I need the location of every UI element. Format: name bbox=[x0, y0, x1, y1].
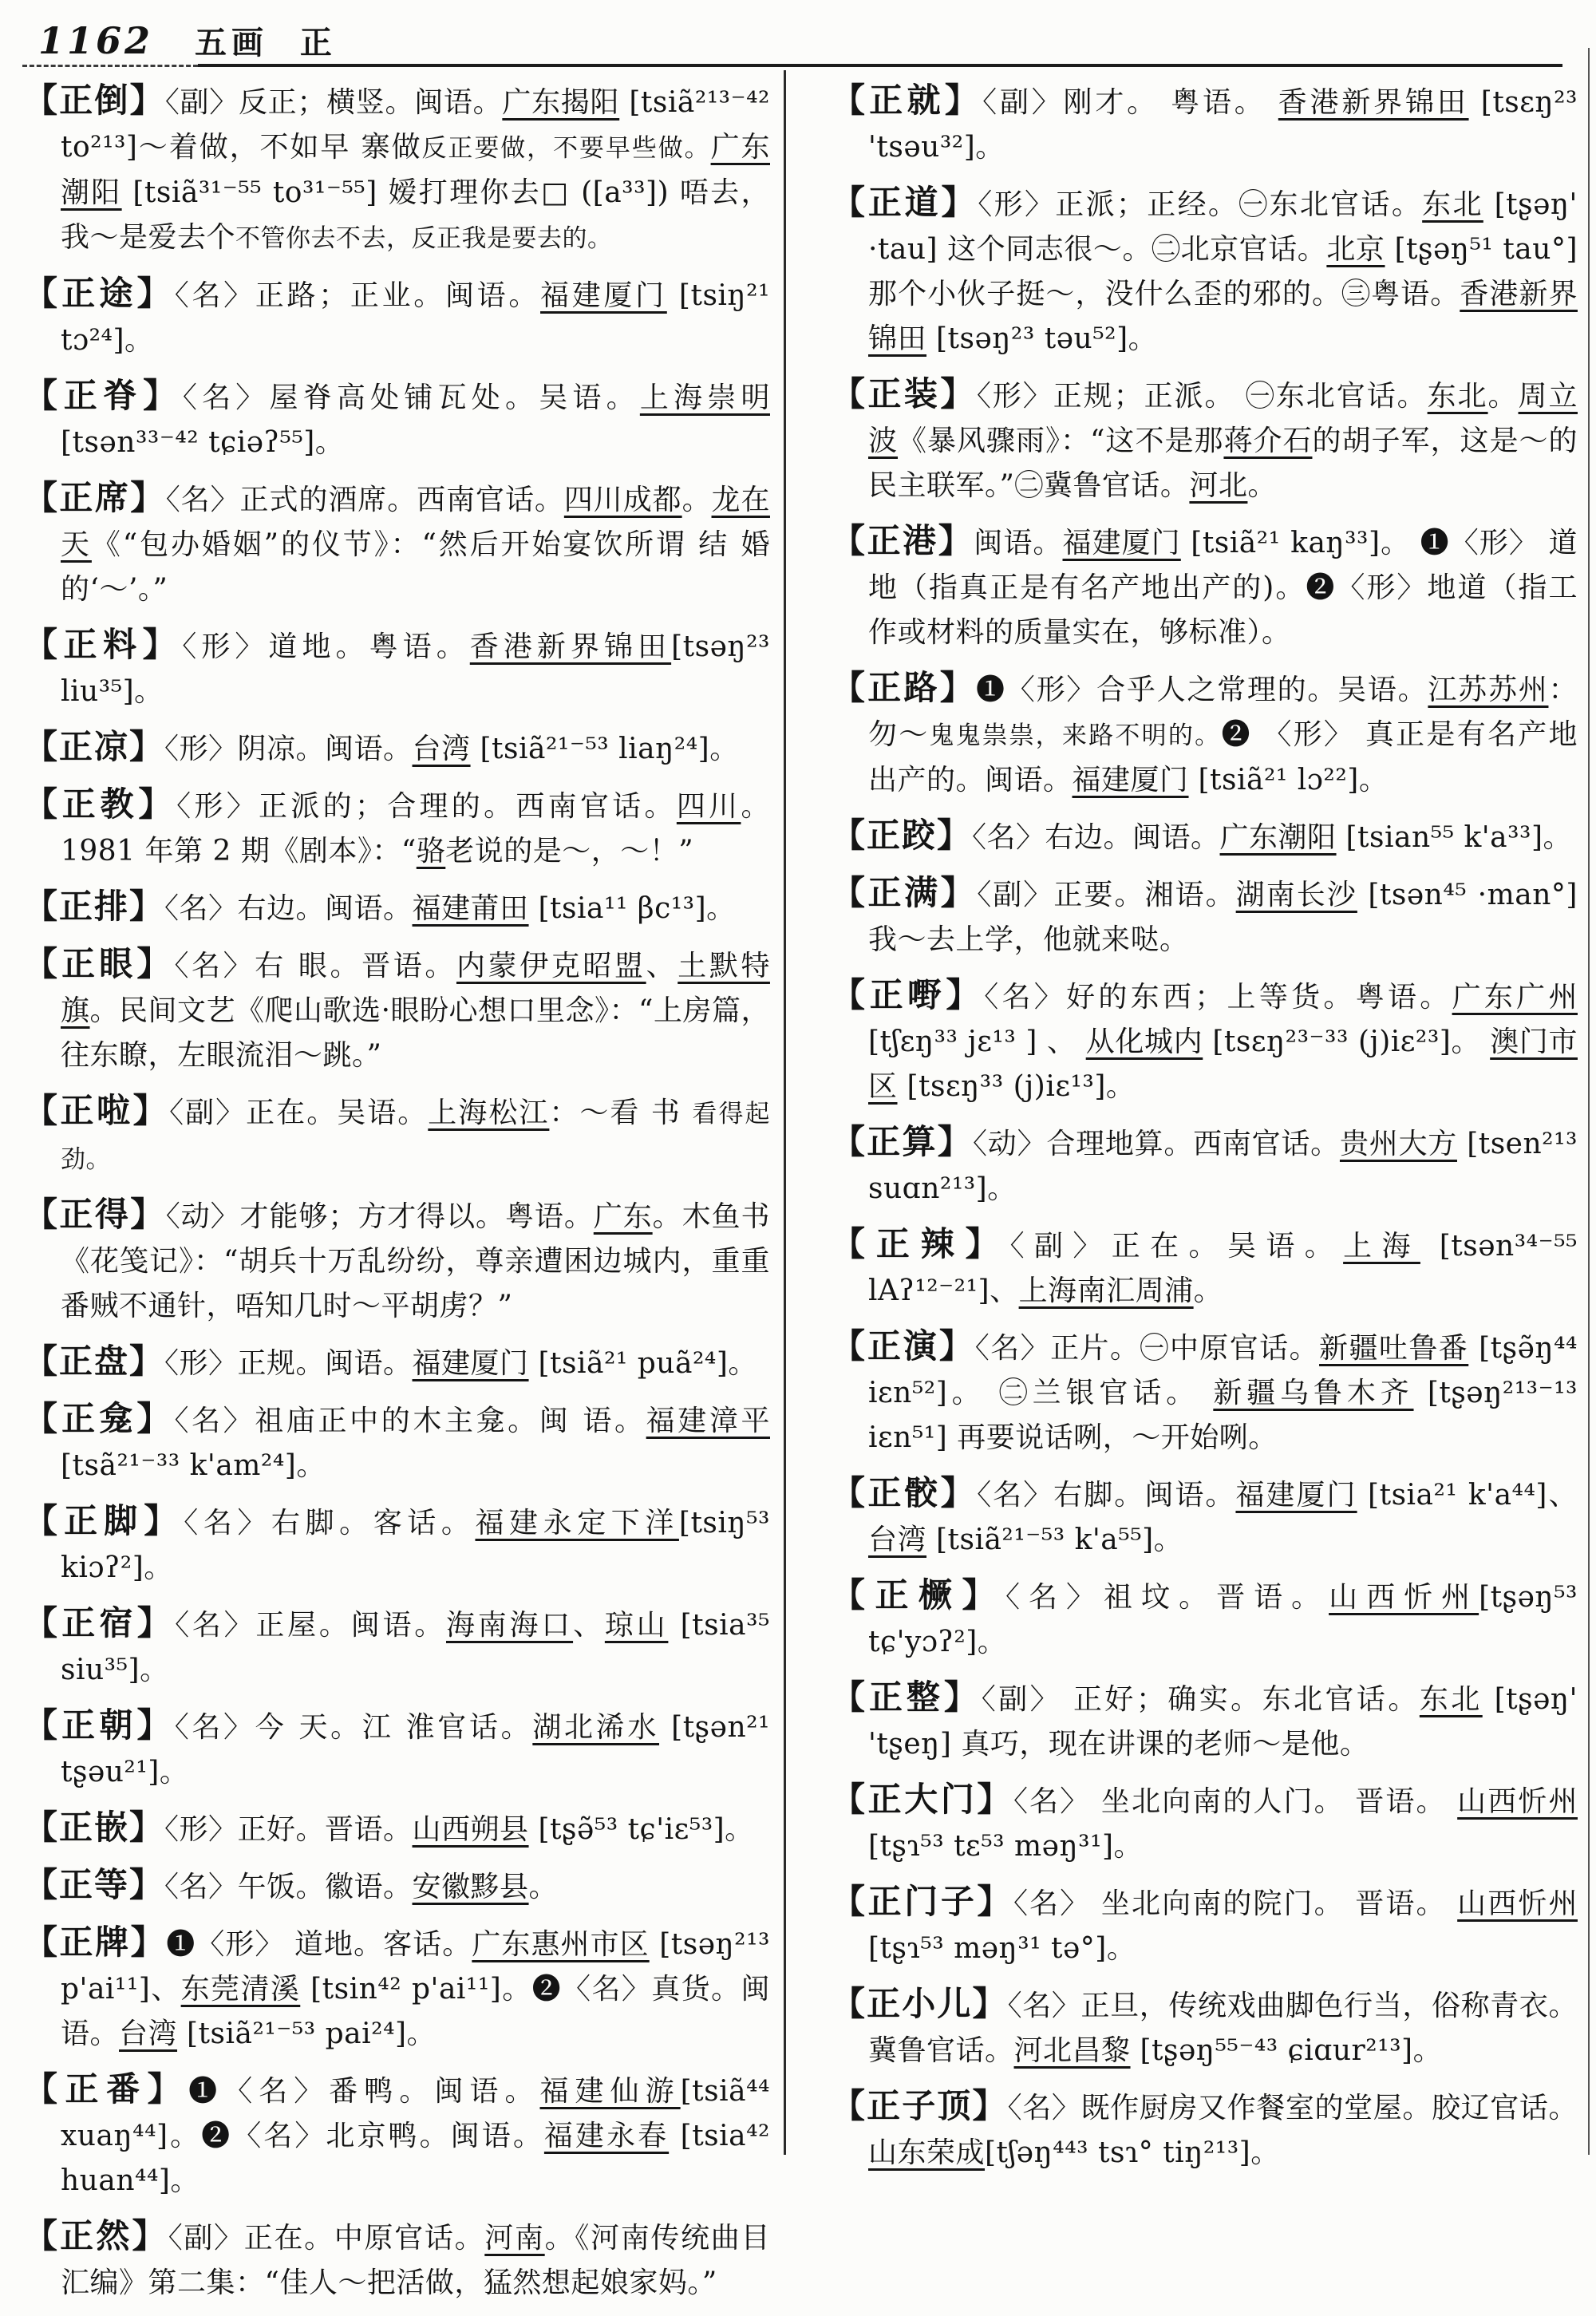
page-number: 1162 bbox=[38, 19, 154, 62]
section-title bbox=[195, 24, 337, 61]
definition-text: 〈形〉正派；正经。㊀东北官话。 bbox=[978, 188, 1423, 221]
definition-text: 〈形〉道地。粤语。 bbox=[182, 630, 470, 663]
definition-text: [tsiã²¹⁻⁵³ pai²⁴]。 bbox=[177, 2018, 437, 2050]
proper-noun: 福建永定下洋 bbox=[475, 1507, 679, 1539]
dictionary-entry-正排 bbox=[24, 884, 770, 931]
headword: 【正装】 bbox=[832, 374, 977, 413]
dictionary-entry-正凉 bbox=[24, 725, 770, 772]
definition-text: 。 bbox=[1193, 1275, 1223, 1307]
proper-noun: 广东揭阳 bbox=[502, 86, 620, 119]
headword: 【正凉】 bbox=[24, 727, 165, 766]
dictionary-entry-正朝 bbox=[24, 1703, 770, 1795]
definition-text: [tʂəŋ²¹³⁻¹³ iɛn⁵¹] 再要说话咧，～开始咧。 bbox=[868, 1377, 1578, 1454]
proper-noun: 湖南长沙 bbox=[1235, 879, 1357, 911]
definition-text: 。《河南传统曲目汇编》第二集：“佳人～把活做，猛然想起娘家妈。” bbox=[61, 2222, 770, 2299]
dictionary-entry-正宿 bbox=[24, 1601, 770, 1693]
dictionary-entry-正啦 bbox=[24, 1089, 770, 1182]
proper-noun: 澳门市区 bbox=[868, 1026, 1578, 1103]
proper-noun: 河北 bbox=[1189, 469, 1248, 502]
headword: 【正番】 bbox=[24, 2069, 189, 2109]
dictionary-entry-正子顶 bbox=[832, 2084, 1578, 2176]
dictionary-entry-正大门 bbox=[832, 1777, 1578, 1869]
headword: 【正港】 bbox=[832, 521, 974, 560]
definition-text: 〈名〉今 天。江 淮官话。 bbox=[174, 1711, 533, 1744]
dictionary-entry-正番 bbox=[24, 2067, 770, 2203]
proper-noun: 东北 bbox=[1419, 1683, 1483, 1716]
definition-text: 〈名〉右脚。客话。 bbox=[184, 1507, 476, 1539]
definition-text: ：勿～ bbox=[868, 674, 1578, 751]
definition-text: [tsen²¹³ suɑn²¹³]。 bbox=[868, 1128, 1578, 1205]
definition-text: ❶〈形〉 道地。客话。 bbox=[166, 1928, 472, 1961]
definition-text: 〈名〉好的东西；上等货。粤语。 bbox=[984, 981, 1452, 1014]
definition-text: [tʃəŋ⁴⁴³ tsɿ° tiŋ²¹³]。 bbox=[985, 2136, 1280, 2169]
right-column bbox=[832, 78, 1578, 2186]
headword: 【正嵌】 bbox=[24, 1808, 165, 1847]
definition-text: 〈形〉正派的；合理的。西南官话。 bbox=[176, 790, 677, 823]
definition-text: [tʂəŋ⁵³ tɕ'yɔʔ²]。 bbox=[868, 1581, 1578, 1658]
proper-noun: 东莞清溪 bbox=[180, 1973, 301, 2006]
definition-text: 〈名〉祖坟。晋语。 bbox=[1005, 1581, 1329, 1614]
definition-text: 、 bbox=[573, 1609, 605, 1642]
definition-text: 老说的是～，～！” bbox=[445, 835, 694, 868]
definition-text: 。 bbox=[1247, 469, 1277, 502]
proper-noun: 香港新界锦田 bbox=[868, 278, 1578, 355]
proper-noun: 山西忻州 bbox=[1457, 1887, 1578, 1920]
definition-text: [tsã²¹⁻³³ k'am²⁴]。 bbox=[61, 1449, 326, 1482]
definition-text: [tsəŋ²³ liu³⁵]。 bbox=[61, 630, 770, 708]
dictionary-entry-正辣 bbox=[832, 1222, 1578, 1314]
example-gloss: 看得起劲。 bbox=[61, 1100, 770, 1174]
headword: 【正嘢】 bbox=[832, 975, 985, 1014]
proper-noun: 广东潮阳 bbox=[1219, 821, 1337, 854]
proper-noun: 广东潮阳 bbox=[61, 131, 770, 209]
definition-text: 。 bbox=[528, 1871, 559, 1903]
proper-noun: 周立波 bbox=[868, 380, 1578, 457]
definition-text: [tsiã⁴⁴ xuaŋ⁴⁴]。❷〈名〉北京鸭。闽语。 bbox=[61, 2075, 770, 2152]
definition-text: [tsɛŋ³³ (j)iɛ¹³]。 bbox=[897, 1070, 1136, 1103]
proper-noun: 北京 bbox=[1326, 233, 1385, 266]
proper-noun: 福建厦门 bbox=[1062, 527, 1181, 559]
proper-noun: 湖北浠水 bbox=[532, 1711, 660, 1744]
definition-text: [tsiã²¹³⁻⁴² to²¹³]～着做，不如早 寨做 bbox=[61, 86, 770, 164]
dictionary-entry-正席 bbox=[24, 476, 770, 612]
definition-text: [tsiŋ²¹ tɔ²⁴]。 bbox=[61, 279, 770, 357]
headword: 【正盘】 bbox=[24, 1342, 165, 1381]
definition-text: [tsiã²¹⁻⁵³ liaŋ²⁴]。 bbox=[470, 733, 739, 765]
proper-noun: 上海 bbox=[1343, 1230, 1420, 1263]
proper-noun: 海南海口 bbox=[446, 1609, 574, 1642]
proper-noun: 福建莆田 bbox=[412, 892, 529, 925]
definition-text: 〈名〉既作厨房又作餐室的堂屋。胶辽官话。 bbox=[1007, 2092, 1578, 2124]
headword: 【正教】 bbox=[24, 785, 177, 824]
definition-text: [tsiã²¹ lɔ²²]。 bbox=[1188, 764, 1389, 796]
dictionary-entry-正满 bbox=[832, 871, 1578, 962]
proper-noun: 四川 bbox=[676, 790, 741, 823]
proper-noun: 东北 bbox=[1427, 380, 1488, 413]
definition-text: 〈副〉 正好；确实。东北官话。 bbox=[981, 1683, 1420, 1716]
proper-noun: 福建仙游 bbox=[539, 2075, 681, 2108]
radical-char: 正 bbox=[299, 24, 337, 61]
dictionary-entry-正路 bbox=[832, 666, 1578, 803]
left-column bbox=[24, 78, 770, 2316]
definition-text: [tʂəŋ⁵¹ tau°] 那个小伙子挺～，没什么歪的邪的。㊂粤语。 bbox=[868, 233, 1578, 310]
headword: 【正途】 bbox=[24, 274, 175, 313]
dictionary-entry-正小儿 bbox=[832, 1982, 1578, 2073]
definition-text: [tsiã³¹⁻⁵⁵ to³¹⁻⁵⁵] 嫒打理你去□ ([a³³]) 唔去，我～是爱去个 bbox=[61, 176, 770, 254]
dictionary-entry-正就 bbox=[832, 78, 1578, 170]
definition-text: [tsiã²¹ puã²⁴]。 bbox=[528, 1347, 757, 1380]
proper-noun: 上海南汇周浦 bbox=[1018, 1275, 1194, 1307]
proper-noun: 山西朔县 bbox=[412, 1813, 529, 1846]
headword: 【正等】 bbox=[24, 1865, 165, 1904]
proper-noun: 山西忻州 bbox=[1457, 1785, 1578, 1818]
example-gloss: 反正要做，不要早些做。 bbox=[421, 134, 711, 163]
definition-text: [tʂəŋ' ·tau] 这个同志很～。㊁北京官话。 bbox=[868, 188, 1578, 266]
definition-text: [tsian⁵⁵ k'a³³]。 bbox=[1336, 821, 1573, 854]
definition-text: 〈名〉右 眼。晋语。 bbox=[174, 950, 456, 982]
page-header bbox=[38, 18, 337, 63]
definition-text: [tsiã²¹⁻⁵³ k'a⁵⁵]。 bbox=[926, 1524, 1183, 1556]
proper-noun: 新疆乌鲁木齐 bbox=[1213, 1377, 1414, 1409]
definition-text: [tʂəŋ' 'tʂeŋ] 真巧，现在讲课的老师～是他。 bbox=[868, 1683, 1578, 1761]
headword: 【正橛】 bbox=[832, 1575, 1006, 1614]
headword: 【正门子】 bbox=[832, 1882, 1014, 1921]
definition-text: 〈名〉 坐北向南的院门。 晋语。 bbox=[1013, 1887, 1458, 1920]
definition-text: 。木鱼书《花笺记》：“胡兵十万乱纷纷，尊亲遭困边城内，重重番贼不通针，唔知几时～平胡虏？” bbox=[61, 1200, 770, 1322]
dictionary-entry-正装 bbox=[832, 372, 1578, 508]
definition-text: [tsən³³⁻⁴² tɕiəʔ⁵⁵]。 bbox=[61, 426, 345, 459]
proper-noun: 香港新界锦田 bbox=[1278, 86, 1469, 119]
definition-text: [tsia³⁵ siu³⁵]。 bbox=[61, 1609, 770, 1686]
definition-text: 。1981 年第 2 期《剧本》：“ bbox=[61, 790, 770, 868]
proper-noun: 福建永春 bbox=[543, 2120, 670, 2152]
definition-text: 闽语。 bbox=[974, 527, 1063, 559]
proper-noun: 琼山 bbox=[604, 1609, 669, 1642]
headword: 【正龛】 bbox=[24, 1399, 175, 1438]
dictionary-entry-正等 bbox=[24, 1863, 770, 1910]
proper-noun: 贵州大方 bbox=[1339, 1128, 1457, 1160]
definition-text: [tsəŋ²¹³ p'ai¹¹]、 bbox=[61, 1928, 770, 2006]
headword: 【正宿】 bbox=[24, 1603, 176, 1642]
definition-text: 〈形〉阴凉。闽语。 bbox=[164, 733, 413, 765]
dictionary-entry-正演 bbox=[832, 1324, 1578, 1460]
headword: 【正然】 bbox=[24, 2216, 168, 2255]
dictionary-entry-正然 bbox=[24, 2214, 770, 2306]
definition-text: 《“包办婚姻”的仪节》：“然后开始宴饮所谓 结 婚 的‘～’。” bbox=[61, 528, 770, 606]
proper-noun: 上海崇明 bbox=[639, 381, 770, 414]
proper-noun: 福建漳平 bbox=[646, 1405, 770, 1437]
headword: 【正满】 bbox=[832, 873, 978, 912]
headword: 【正牌】 bbox=[24, 1923, 167, 1962]
headword: 【正子顶】 bbox=[832, 2086, 1008, 2125]
dictionary-entry-正料 bbox=[24, 622, 770, 714]
proper-noun: 江苏苏州 bbox=[1428, 674, 1549, 706]
headword: 【正算】 bbox=[832, 1122, 974, 1161]
headword: 【正啦】 bbox=[24, 1091, 170, 1130]
dictionary-entry-正脊 bbox=[24, 373, 770, 465]
definition-text: ❶〈形〉合乎人之常理的。吴语。 bbox=[976, 674, 1428, 706]
dictionary-entry-正橛 bbox=[832, 1573, 1578, 1665]
proper-noun: 东北 bbox=[1422, 188, 1483, 221]
example-gloss: 不管你去不去，反正我是要去的。 bbox=[235, 224, 613, 253]
proper-noun: 四川成都 bbox=[563, 484, 682, 516]
headword: 【正得】 bbox=[24, 1195, 166, 1234]
headword: 【正排】 bbox=[24, 887, 165, 926]
headword: 【正朝】 bbox=[24, 1705, 175, 1745]
headword: 【正席】 bbox=[24, 478, 166, 517]
example-gloss: 鬼鬼祟祟，来路不明的。 bbox=[929, 721, 1222, 750]
proper-noun: 广东 bbox=[593, 1200, 653, 1233]
definition-text: 的胡子军，这是～的民主联军。”㊁冀鲁官话。 bbox=[868, 425, 1578, 502]
definition-text: [tsiã²¹ kaŋ³³]。 ❶〈形〉 道地（指真正是有名产地出产的)。❷〈形〉地道（指工作或材料的质量实在，够标准）。 bbox=[868, 527, 1578, 649]
headword: 【正骹】 bbox=[832, 1473, 978, 1512]
definition-text: [tʂɿ⁵³ məŋ³¹ tə°]。 bbox=[868, 1932, 1136, 1965]
definition-text: [tsɛŋ²³⁻³³ (j)iɛ²³]。 bbox=[1203, 1026, 1491, 1058]
definition-text: 〈形〉正好。晋语。 bbox=[164, 1813, 413, 1846]
headword: 【正倒】 bbox=[24, 81, 165, 120]
definition-text: [tsən⁴⁵ ·man°] 我～去上学，他就来哒。 bbox=[868, 879, 1578, 956]
proper-noun: 龙在天 bbox=[61, 484, 770, 561]
definition-text: [tsia⁴² huan⁴⁴]。 bbox=[61, 2120, 770, 2197]
proper-noun: 安徽黟县 bbox=[412, 1871, 529, 1903]
headword: 【正整】 bbox=[832, 1678, 982, 1717]
definition-text: 〈形〉正规；正派。 ㊀东北官话。 bbox=[976, 380, 1428, 413]
definition-text: ❷ 〈形〉 真正是有名产地 出产的。闽语。 bbox=[868, 718, 1578, 796]
proper-noun: 河南 bbox=[484, 2222, 545, 2255]
proper-noun: 台湾 bbox=[868, 1524, 927, 1556]
dictionary-entry-正跤 bbox=[832, 813, 1578, 860]
definition-text: 〈名〉正路；正业。闽语。 bbox=[174, 279, 541, 312]
dictionary-entry-正港 bbox=[832, 519, 1578, 655]
definition-text: 〈名〉正式的酒席。西南官话。 bbox=[165, 484, 564, 516]
definition-text: 〈名〉右脚。闽语。 bbox=[977, 1479, 1236, 1512]
definition-text: 〈副〉正要。湘语。 bbox=[977, 879, 1236, 911]
definition-text: 〈副〉正在。吴语。 bbox=[169, 1097, 429, 1129]
definition-text: 、 bbox=[646, 950, 678, 982]
definition-text: 〈名〉正片。㊀中原官话。 bbox=[974, 1332, 1320, 1365]
dictionary-entry-正道 bbox=[832, 180, 1578, 362]
dictionary-entry-正算 bbox=[832, 1120, 1578, 1211]
dictionary-entry-正整 bbox=[832, 1675, 1578, 1767]
proper-noun: 上海松江 bbox=[428, 1097, 550, 1129]
dictionary-entry-正眼 bbox=[24, 942, 770, 1078]
dictionary-entry-正盘 bbox=[24, 1339, 770, 1386]
proper-noun: 广东广州 bbox=[1452, 981, 1578, 1014]
headword: 【正路】 bbox=[832, 668, 977, 707]
header-rule bbox=[22, 64, 1562, 67]
definition-text: [tsɛŋ²³ 'tsəu³²]。 bbox=[868, 86, 1578, 164]
definition-text: 〈动〉合理地算。西南官话。 bbox=[973, 1128, 1340, 1160]
proper-noun: 福建厦门 bbox=[412, 1347, 529, 1380]
definition-text: 〈副〉正在。吴语。 bbox=[1009, 1230, 1344, 1263]
definition-text: ❶〈名〉番鸭。闽语。 bbox=[188, 2075, 540, 2108]
definition-text: 〈名〉正屋。闽语。 bbox=[175, 1609, 446, 1642]
dictionary-entry-正得 bbox=[24, 1192, 770, 1329]
headword: 【正演】 bbox=[832, 1326, 975, 1365]
dictionary-entry-正倒 bbox=[24, 78, 770, 261]
headword: 【正道】 bbox=[832, 183, 978, 222]
definition-text: 。 bbox=[1487, 380, 1519, 413]
definition-text: 《暴风骤雨》：“这不是那 bbox=[898, 425, 1224, 457]
definition-text: [tʂə̃ŋ⁴⁴ iɛn⁵²]。 ㊁兰银官话。 bbox=[868, 1332, 1578, 1409]
definition-text: [tsin⁴² p'ai¹¹]。❷〈名〉真货。闽语。 bbox=[61, 1973, 770, 2050]
headword: 【正跤】 bbox=[832, 816, 973, 855]
definition-text: 〈名〉午饭。徽语。 bbox=[164, 1871, 413, 1903]
definition-text: [tʂən²¹ tʂəu²¹]。 bbox=[61, 1711, 770, 1788]
proper-noun: 土默特旗 bbox=[61, 950, 770, 1027]
headword: 【正眼】 bbox=[24, 944, 175, 983]
definition-text: 。 bbox=[681, 484, 712, 516]
proper-noun: 蒋介石 bbox=[1223, 425, 1313, 457]
definition-text: 〈形〉正规。闽语。 bbox=[164, 1347, 413, 1380]
definition-text: [tsia¹¹ βc¹³]。 bbox=[528, 892, 736, 925]
proper-noun: 河北昌黎 bbox=[1013, 2034, 1131, 2067]
definition-text: 〈名〉右边。闽语。 bbox=[164, 892, 413, 925]
definition-text: 〈副〉刚才。 粤语。 bbox=[982, 86, 1278, 119]
definition-text: [tsəŋ²³ təu⁵²]。 bbox=[926, 322, 1158, 355]
headword: 【正辣】 bbox=[832, 1224, 1010, 1263]
proper-noun: 香港新界锦田 bbox=[469, 630, 672, 663]
definition-text: [tʂə̃⁵³ tɕ'iɛ⁵³]。 bbox=[528, 1813, 754, 1846]
definition-text: 〈名〉祖庙正中的木主龛。闽 语。 bbox=[174, 1405, 646, 1437]
proper-noun: 内蒙伊克昭盟 bbox=[456, 950, 646, 982]
proper-noun: 台湾 bbox=[119, 2018, 178, 2050]
headword: 【正小儿】 bbox=[832, 1984, 1008, 2023]
proper-noun: 福建厦门 bbox=[1072, 764, 1189, 796]
definition-text: ：～看 书 bbox=[549, 1097, 693, 1129]
definition-text: 。民间文艺《爬山歌选·眼盼心想口里念》：“上房篇，往东瞭，左眼流泪～跳。” bbox=[61, 994, 770, 1072]
proper-noun: 福建厦门 bbox=[540, 279, 667, 312]
definition-text: 〈名〉 坐北向南的人门。 晋语。 bbox=[1013, 1785, 1458, 1818]
definition-text: [tʂɿ⁵³ tɛ⁵³ məŋ³¹]。 bbox=[868, 1830, 1144, 1863]
right-edge-rule bbox=[1588, 48, 1590, 2155]
definition-text: 〈副〉反正；横竖。闽语。 bbox=[164, 86, 503, 119]
proper-noun: 山西忻州 bbox=[1329, 1581, 1479, 1614]
headword: 【正脚】 bbox=[24, 1501, 184, 1540]
proper-noun: 广东惠州市区 bbox=[472, 1928, 650, 1961]
headword: 【正脊】 bbox=[24, 376, 183, 415]
definition-text: 〈名〉右边。闽语。 bbox=[972, 821, 1220, 854]
headword: 【正大门】 bbox=[832, 1780, 1014, 1819]
dictionary-entry-正牌 bbox=[24, 1920, 770, 2057]
definition-text: [tʃɛŋ³³ jɛ¹³ ] 、 bbox=[868, 1026, 1086, 1058]
proper-noun: 山东荣成 bbox=[868, 2136, 986, 2169]
definition-text: [tsən³⁴⁻⁵⁵ lAʔ¹²⁻²¹]、 bbox=[868, 1230, 1578, 1307]
definition-text: [tʂəŋ⁵⁵⁻⁴³ ɕiɑur²¹³]。 bbox=[1130, 2034, 1443, 2067]
stroke-section: 五画 bbox=[195, 24, 269, 61]
headword: 【正料】 bbox=[24, 625, 183, 664]
proper-noun: 新疆吐鲁番 bbox=[1319, 1332, 1469, 1365]
proper-noun: 福建厦门 bbox=[1235, 1479, 1357, 1512]
column-divider bbox=[784, 70, 786, 2155]
proper-noun: 台湾 bbox=[412, 733, 471, 765]
header-rule-dashed-segment bbox=[22, 62, 198, 67]
dictionary-entry-正骹 bbox=[832, 1471, 1578, 1563]
definition-text: 〈名〉屋脊高处铺瓦处。吴语。 bbox=[182, 381, 640, 414]
dictionary-entry-正脚 bbox=[24, 1499, 770, 1591]
definition-text: [tsiŋ⁵³ kiɔʔ²]。 bbox=[61, 1507, 770, 1584]
proper-noun: 从化城内 bbox=[1085, 1026, 1203, 1058]
dictionary-entry-正门子 bbox=[832, 1879, 1578, 1971]
definition-text: 〈名〉正旦，传统戏曲脚色行当，俗称青衣。冀鲁官话。 bbox=[868, 1990, 1578, 2067]
dictionary-entry-正嵌 bbox=[24, 1805, 770, 1852]
definition-text: [tsia²¹ k'a⁴⁴]、 bbox=[1357, 1479, 1578, 1512]
headword: 【正就】 bbox=[832, 81, 983, 120]
dictionary-entry-正途 bbox=[24, 271, 770, 363]
proper-noun: 骆 bbox=[416, 835, 446, 868]
dictionary-entry-正龛 bbox=[24, 1397, 770, 1488]
dictionary-entry-正教 bbox=[24, 782, 770, 874]
definition-text: 〈副〉正在。中原官话。 bbox=[168, 2222, 485, 2255]
definition-text: 〈动〉才能够；方才得以。粤语。 bbox=[165, 1200, 594, 1233]
dictionary-entry-正嘢 bbox=[832, 973, 1578, 1109]
